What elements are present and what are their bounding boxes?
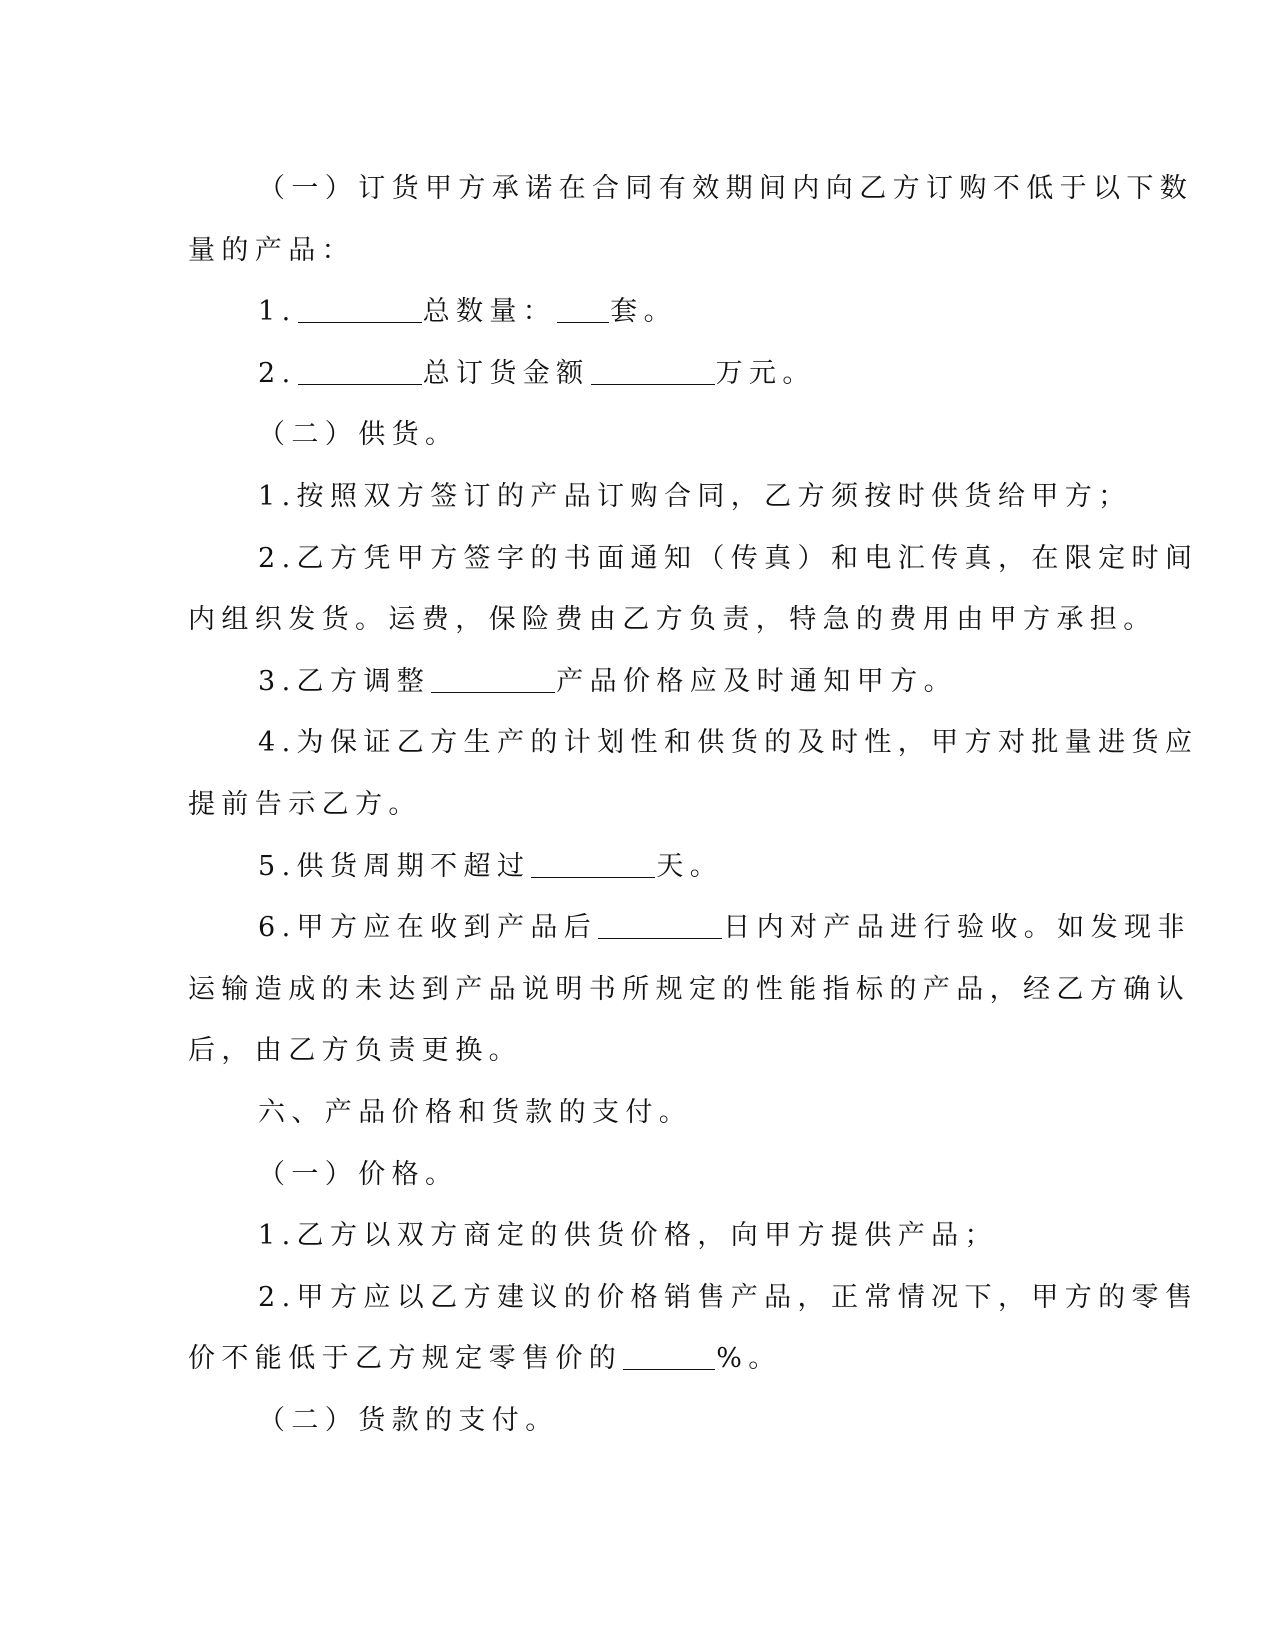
text-line: 量的产品： bbox=[188, 234, 355, 266]
text-fragment: 产品价格应及时通知甲方。 bbox=[556, 665, 957, 697]
text-line: 运输造成的未达到产品说明书所规定的性能指标的产品，经乙方确认 bbox=[188, 973, 1190, 1005]
blank-field bbox=[298, 322, 422, 323]
blank-field bbox=[531, 877, 655, 878]
blank-field bbox=[598, 938, 722, 939]
supply-item-2-cont bbox=[188, 589, 1157, 651]
section-payment-heading bbox=[188, 1390, 1088, 1452]
supply-item-4 bbox=[188, 712, 1199, 774]
text-fragment: 日内对产品进行验收。如发现非 bbox=[723, 912, 1191, 944]
section-supply-heading bbox=[188, 404, 1088, 466]
blank-field bbox=[591, 384, 715, 385]
text-line: 后，由乙方负责更换。 bbox=[188, 1035, 522, 1067]
contract-body bbox=[188, 158, 1199, 1451]
text-fragment: 套。 bbox=[610, 296, 677, 328]
text-line: （二）货款的支付。 bbox=[258, 1404, 559, 1436]
text-line: 六、产品价格和货款的支付。 bbox=[258, 1096, 693, 1128]
text-line: （二）供货。 bbox=[258, 419, 459, 451]
item-number: 2. bbox=[258, 357, 297, 389]
supply-item-4-cont bbox=[188, 774, 1088, 836]
text-line: （一）价格。 bbox=[258, 1158, 459, 1190]
item-total-quantity bbox=[188, 281, 1088, 343]
text-fragment: 5.供货周期不超过 bbox=[258, 850, 531, 882]
text-fragment: 6.甲方应在收到产品后 bbox=[258, 912, 598, 944]
section-price-payment-heading bbox=[188, 1082, 1088, 1144]
text-line: 提前告示乙方。 bbox=[188, 788, 422, 820]
supply-item-6 bbox=[188, 897, 1191, 959]
clause-order-commitment bbox=[188, 158, 1194, 220]
text-line: 2.甲方应以乙方建议的价格销售产品，正常情况下，甲方的零售 bbox=[258, 1281, 1199, 1313]
price-item-2-cont bbox=[188, 1328, 1088, 1390]
item-total-amount bbox=[188, 343, 1088, 405]
price-item-1 bbox=[188, 1205, 1088, 1267]
clause-order-commitment-cont bbox=[188, 220, 1088, 282]
supply-item-2 bbox=[188, 528, 1199, 590]
blank-field bbox=[431, 692, 555, 693]
section-price-heading bbox=[188, 1144, 1088, 1206]
item-number: 1. bbox=[258, 296, 297, 328]
text-fragment: 3.乙方调整 bbox=[258, 665, 431, 697]
supply-item-5 bbox=[188, 836, 1088, 898]
text-fragment: %。 bbox=[716, 1343, 782, 1375]
supply-item-3 bbox=[188, 651, 1088, 713]
blank-field bbox=[557, 322, 609, 323]
text-fragment: 总数量： bbox=[422, 296, 557, 328]
text-line: （一）订货甲方承诺在合同有效期间内向乙方订购不低于以下数 bbox=[258, 173, 1194, 204]
blank-field bbox=[298, 384, 422, 385]
text-line: 2.乙方凭甲方签字的书面通知（传真）和电汇传真，在限定时间 bbox=[258, 542, 1199, 574]
text-fragment: 万元。 bbox=[715, 357, 816, 389]
price-item-2 bbox=[188, 1267, 1199, 1329]
text-line: 1.按照双方签订的产品订购合同，乙方须按时供货给甲方； bbox=[258, 480, 1132, 512]
blank-field bbox=[623, 1369, 715, 1370]
supply-item-6-cont bbox=[188, 959, 1190, 1021]
text-line: 4.为保证乙方生产的计划性和供货的及时性，甲方对批量进货应 bbox=[258, 727, 1199, 759]
text-line: 内组织发货。运费，保险费由乙方负责，特急的费用由甲方承担。 bbox=[188, 604, 1157, 636]
supply-item-6-cont2 bbox=[188, 1020, 1088, 1082]
text-fragment: 价不能低于乙方规定零售价的 bbox=[188, 1343, 623, 1375]
text-line: 1.乙方以双方商定的供货价格，向甲方提供产品； bbox=[258, 1220, 998, 1252]
text-fragment: 天。 bbox=[656, 850, 724, 882]
supply-item-1 bbox=[188, 466, 1132, 528]
text-fragment: 总订货金额 bbox=[422, 357, 590, 389]
